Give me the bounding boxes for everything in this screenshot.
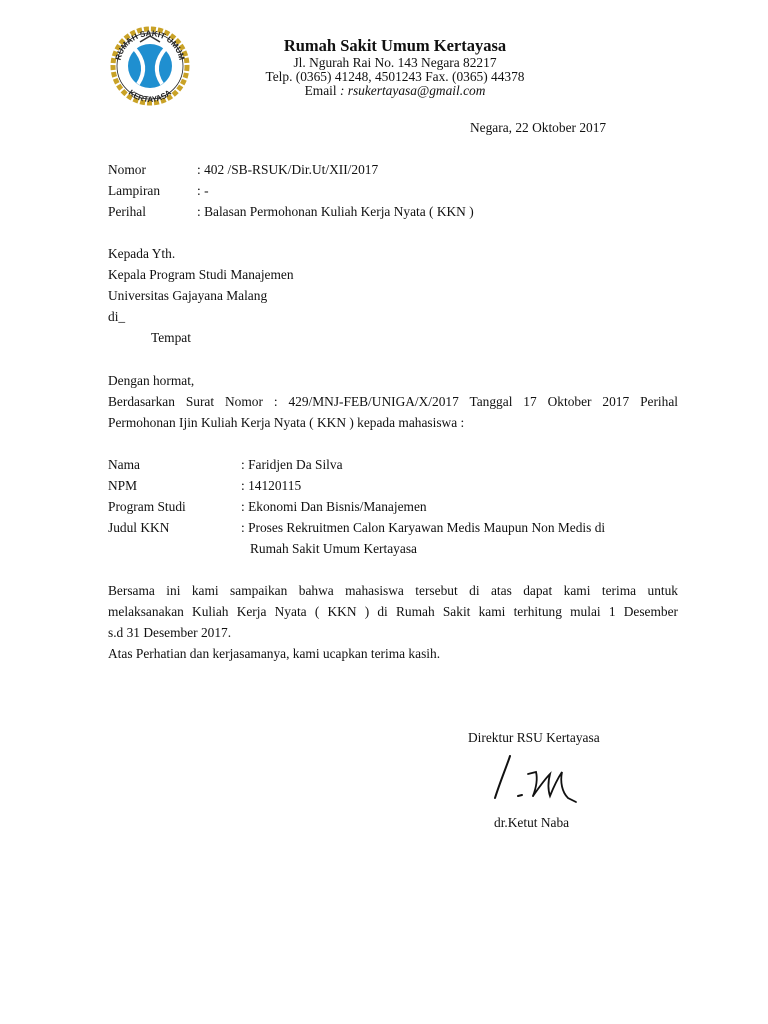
intro-line-2: Permohonan Ijin Kuliah Kerja Nyata ( KKN ) kepada mahasiswa : [108,415,465,430]
judul-label: Judul KKN [108,520,170,535]
recipient-line-1: Kepada Yth. [108,246,176,261]
prodi-value: : Ekonomi Dan Bisnis/Manajemen [241,499,427,514]
prodi-label: Program Studi [108,499,186,514]
perihal-value: : Balasan Permohonan Kuliah Kerja Nyata ( KKN ) [197,204,474,219]
closing-line-2: melaksanakan Kuliah Kerja Nyata ( KKN ) di Rumah Sakit kami terhitung mulai 1 Desember [108,604,678,619]
nomor-label: Nomor [108,162,146,177]
judul-value-line-1: : Proses Rekruitmen Calon Karyawan Medis Maupun Non Medis di [241,520,606,535]
nama-value: : Faridjen Da Silva [241,457,343,472]
perihal-label: Perihal [108,204,146,219]
signatory-name: dr.Ketut Naba [494,815,570,830]
judul-value-line-2: Rumah Sakit Umum Kertayasa [250,541,417,556]
hospital-name: Rumah Sakit Umum Kertayasa [283,36,507,55]
signatory-title: Direktur RSU Kertayasa [468,730,600,745]
handwritten-signature [488,752,588,806]
npm-label: NPM [108,478,138,493]
npm-value: : 14120115 [241,478,302,493]
recipient-line-4: di_ [108,309,126,324]
thanks-line: Atas Perhatian dan kerjasamanya, kami ucapkan terima kasih. [108,646,441,661]
svg-text:RUMAH SAKIT UMUM: RUMAH SAKIT UMUM [113,28,187,62]
lampiran-label: Lampiran [108,183,161,198]
nama-label: Nama [108,457,140,472]
lampiran-value: : - [197,183,209,198]
greeting: Dengan hormat, [108,373,195,388]
closing-line-1: Bersama ini kami sampaikan bahwa mahasiswa tersebut di atas dapat kami terima untuk [108,583,678,598]
letter-date: Negara, 22 Oktober 2017 [470,120,607,135]
recipient-line-3: Universitas Gajayana Malang [108,288,268,303]
nomor-value: : 402 /SB-RSUK/Dir.Ut/XII/2017 [197,162,379,177]
hospital-phone: Telp. (0365) 41248, 4501243 Fax. (0365) 44378 [265,69,525,84]
intro-line-1: Berdasarkan Surat Nomor : 429/MNJ-FEB/UNIGA/X/2017 Tanggal 17 Oktober 2017 Perihal [108,394,678,409]
closing-line-3: s.d 31 Desember 2017. [108,625,232,640]
recipient-line-5: Tempat [151,330,191,345]
hospital-address: Jl. Ngurah Rai No. 143 Negara 82217 [293,55,497,70]
recipient-line-2: Kepala Program Studi Manajemen [108,267,294,282]
email-label: Email [304,83,337,98]
hospital-logo [104,24,196,106]
hospital-email [200,83,590,99]
email-value: : rsukertayasa@gmail.com [339,83,486,98]
svg-text:KERTAYASA: KERTAYASA [126,88,174,105]
